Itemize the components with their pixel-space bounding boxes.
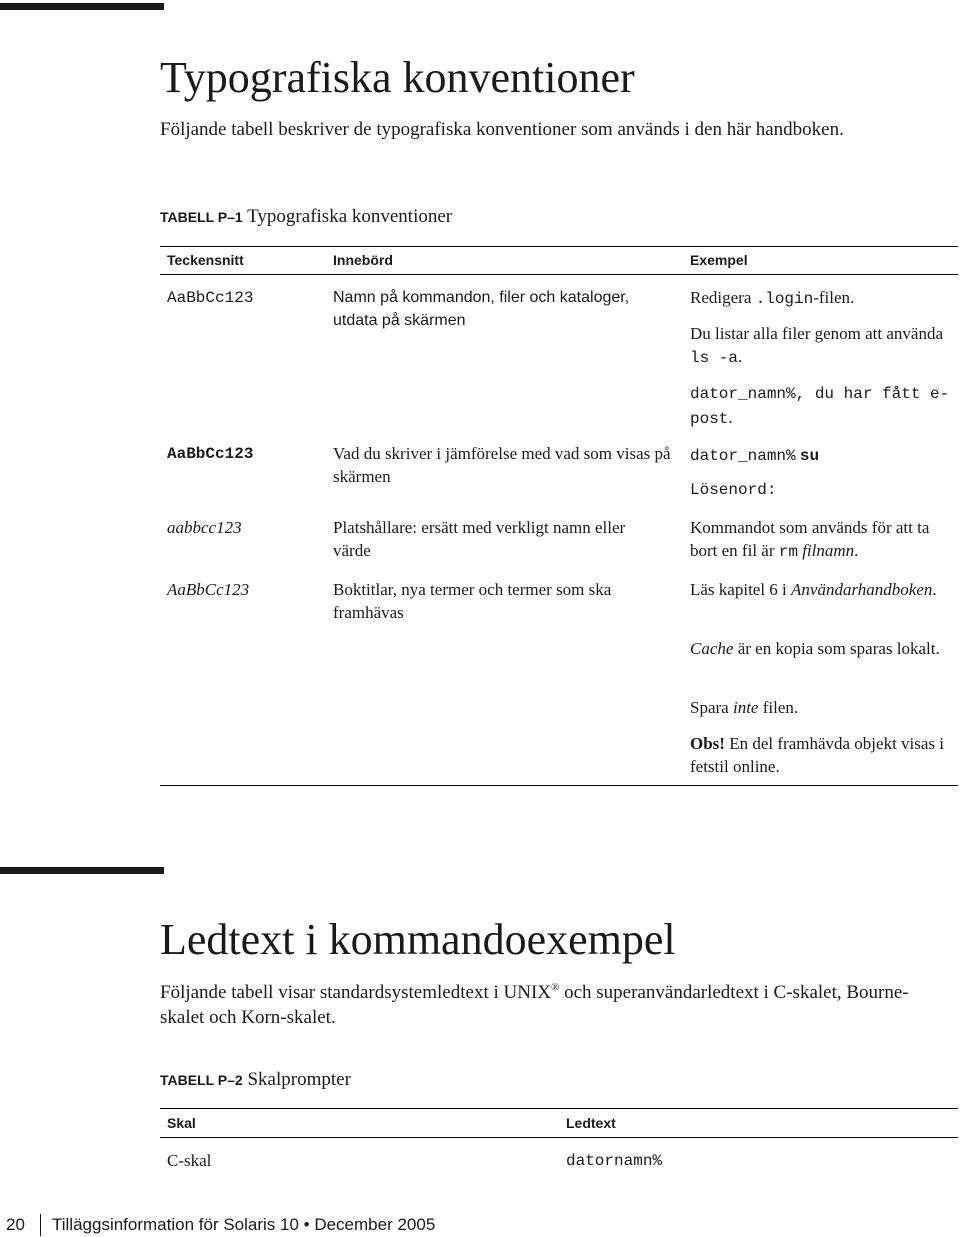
example-text: En del framhävda objekt visas i fetstil online. — [690, 734, 945, 776]
table-cell-font: aabbcc123 — [167, 518, 242, 537]
example-code: ls -a — [690, 349, 739, 367]
caption-label: TABELL P–1 — [160, 209, 243, 225]
table-cell-example — [690, 637, 952, 660]
table-caption — [160, 1068, 351, 1092]
table-cell-example — [690, 578, 952, 601]
example-code: .login — [755, 290, 814, 308]
table-cell-prompt: datornamn% — [566, 1152, 663, 1170]
section-title-prompts: Ledtext i kommandoexempel — [160, 915, 676, 964]
table-cell-meaning: Platshållare: ersätt med verkligt namn eller värde — [333, 518, 626, 560]
example-italic: inte — [732, 698, 759, 717]
example-text: . — [932, 580, 937, 599]
example-italic: Användarhandboken — [791, 580, 933, 599]
example-code: dator_namn% — [690, 447, 796, 465]
table-cell-font: AaBbCc123 — [167, 289, 254, 307]
table-bottom-rule — [160, 785, 958, 786]
caption-text: Typografiska konventioner — [247, 206, 453, 227]
section-intro-typography: Följande tabell beskriver de typografiska konventioner som används i den här handboken. — [160, 119, 844, 140]
page-number: 20 — [6, 1215, 25, 1234]
column-header: Skal — [167, 1115, 196, 1131]
example-text: . — [854, 541, 859, 560]
table-cell-meaning: Boktitlar, nya termer och termer som ska framhävas — [333, 580, 612, 622]
section-intro-prompts — [160, 980, 920, 1030]
example-text: är en kopia som sparas lokalt. — [733, 639, 940, 658]
example-code: rm — [778, 543, 798, 561]
footer-text: Tilläggsinformation för Solaris 10 • December 2005 — [52, 1215, 436, 1234]
example-text: filen. — [758, 698, 799, 717]
table-top-rule — [160, 1108, 958, 1109]
intro-text: och superanvändarledtext i C-skalet, Bourne-skalet och Korn-skalet. — [160, 982, 909, 1028]
example-text: Spara — [690, 698, 733, 717]
table-header-rule — [160, 274, 958, 275]
table-cell-example: Lösenord: — [690, 481, 777, 499]
caption-label: TABELL P–2 — [160, 1072, 243, 1088]
example-text: Läs kapitel 6 i — [690, 580, 792, 599]
section-title-typography: Typografiska konventioner — [160, 53, 635, 102]
table-header-rule — [160, 1137, 958, 1138]
column-header: Ledtext — [566, 1115, 616, 1131]
column-header: Innebörd — [333, 252, 393, 268]
table-cell-example — [690, 286, 952, 311]
registered-mark: ® — [551, 981, 560, 994]
table-top-rule — [160, 246, 958, 247]
example-text: . — [738, 347, 743, 366]
section-rule — [0, 3, 164, 10]
example-text: -filen. — [813, 288, 855, 307]
table-cell-example — [690, 322, 952, 370]
table-cell-example — [690, 696, 952, 719]
page-footer — [0, 1214, 960, 1236]
intro-text: Följande tabell visar standardsystemledtext i UNIX — [160, 982, 551, 1003]
example-text: . — [728, 408, 733, 427]
table-cell-example — [690, 516, 952, 564]
column-header: Exempel — [690, 252, 748, 268]
column-header: Teckensnitt — [167, 252, 244, 268]
example-code: dator_namn%, du har fått e-post — [690, 385, 950, 428]
table-cell-meaning: Vad du skriver i jämförelse med vad som visas på skärmen — [333, 444, 671, 486]
example-text: Redigera — [690, 288, 756, 307]
table-cell-example — [690, 381, 958, 431]
example-bold: Obs! — [690, 734, 725, 753]
table-caption — [160, 205, 452, 229]
caption-text: Skalprompter — [247, 1069, 351, 1090]
section-rule — [0, 867, 164, 874]
table-cell-font: AaBbCc123 — [167, 445, 254, 463]
table-cell-font: AaBbCc123 — [167, 580, 250, 599]
example-italic: filnamn — [802, 541, 855, 560]
example-code-bold: su — [799, 447, 820, 465]
table-cell-shell: C-skal — [167, 1151, 212, 1170]
example-text: Du listar alla filer genom att använda — [690, 324, 944, 343]
example-italic: Cache — [690, 639, 734, 658]
table-cell-example — [690, 732, 952, 778]
example-text: Kommandot som används för att ta bort en fil är — [690, 518, 930, 560]
table-cell-meaning: Namn på kommandon, filer och kataloger, utdata på skärmen — [333, 289, 630, 329]
table-cell-example — [690, 443, 952, 468]
